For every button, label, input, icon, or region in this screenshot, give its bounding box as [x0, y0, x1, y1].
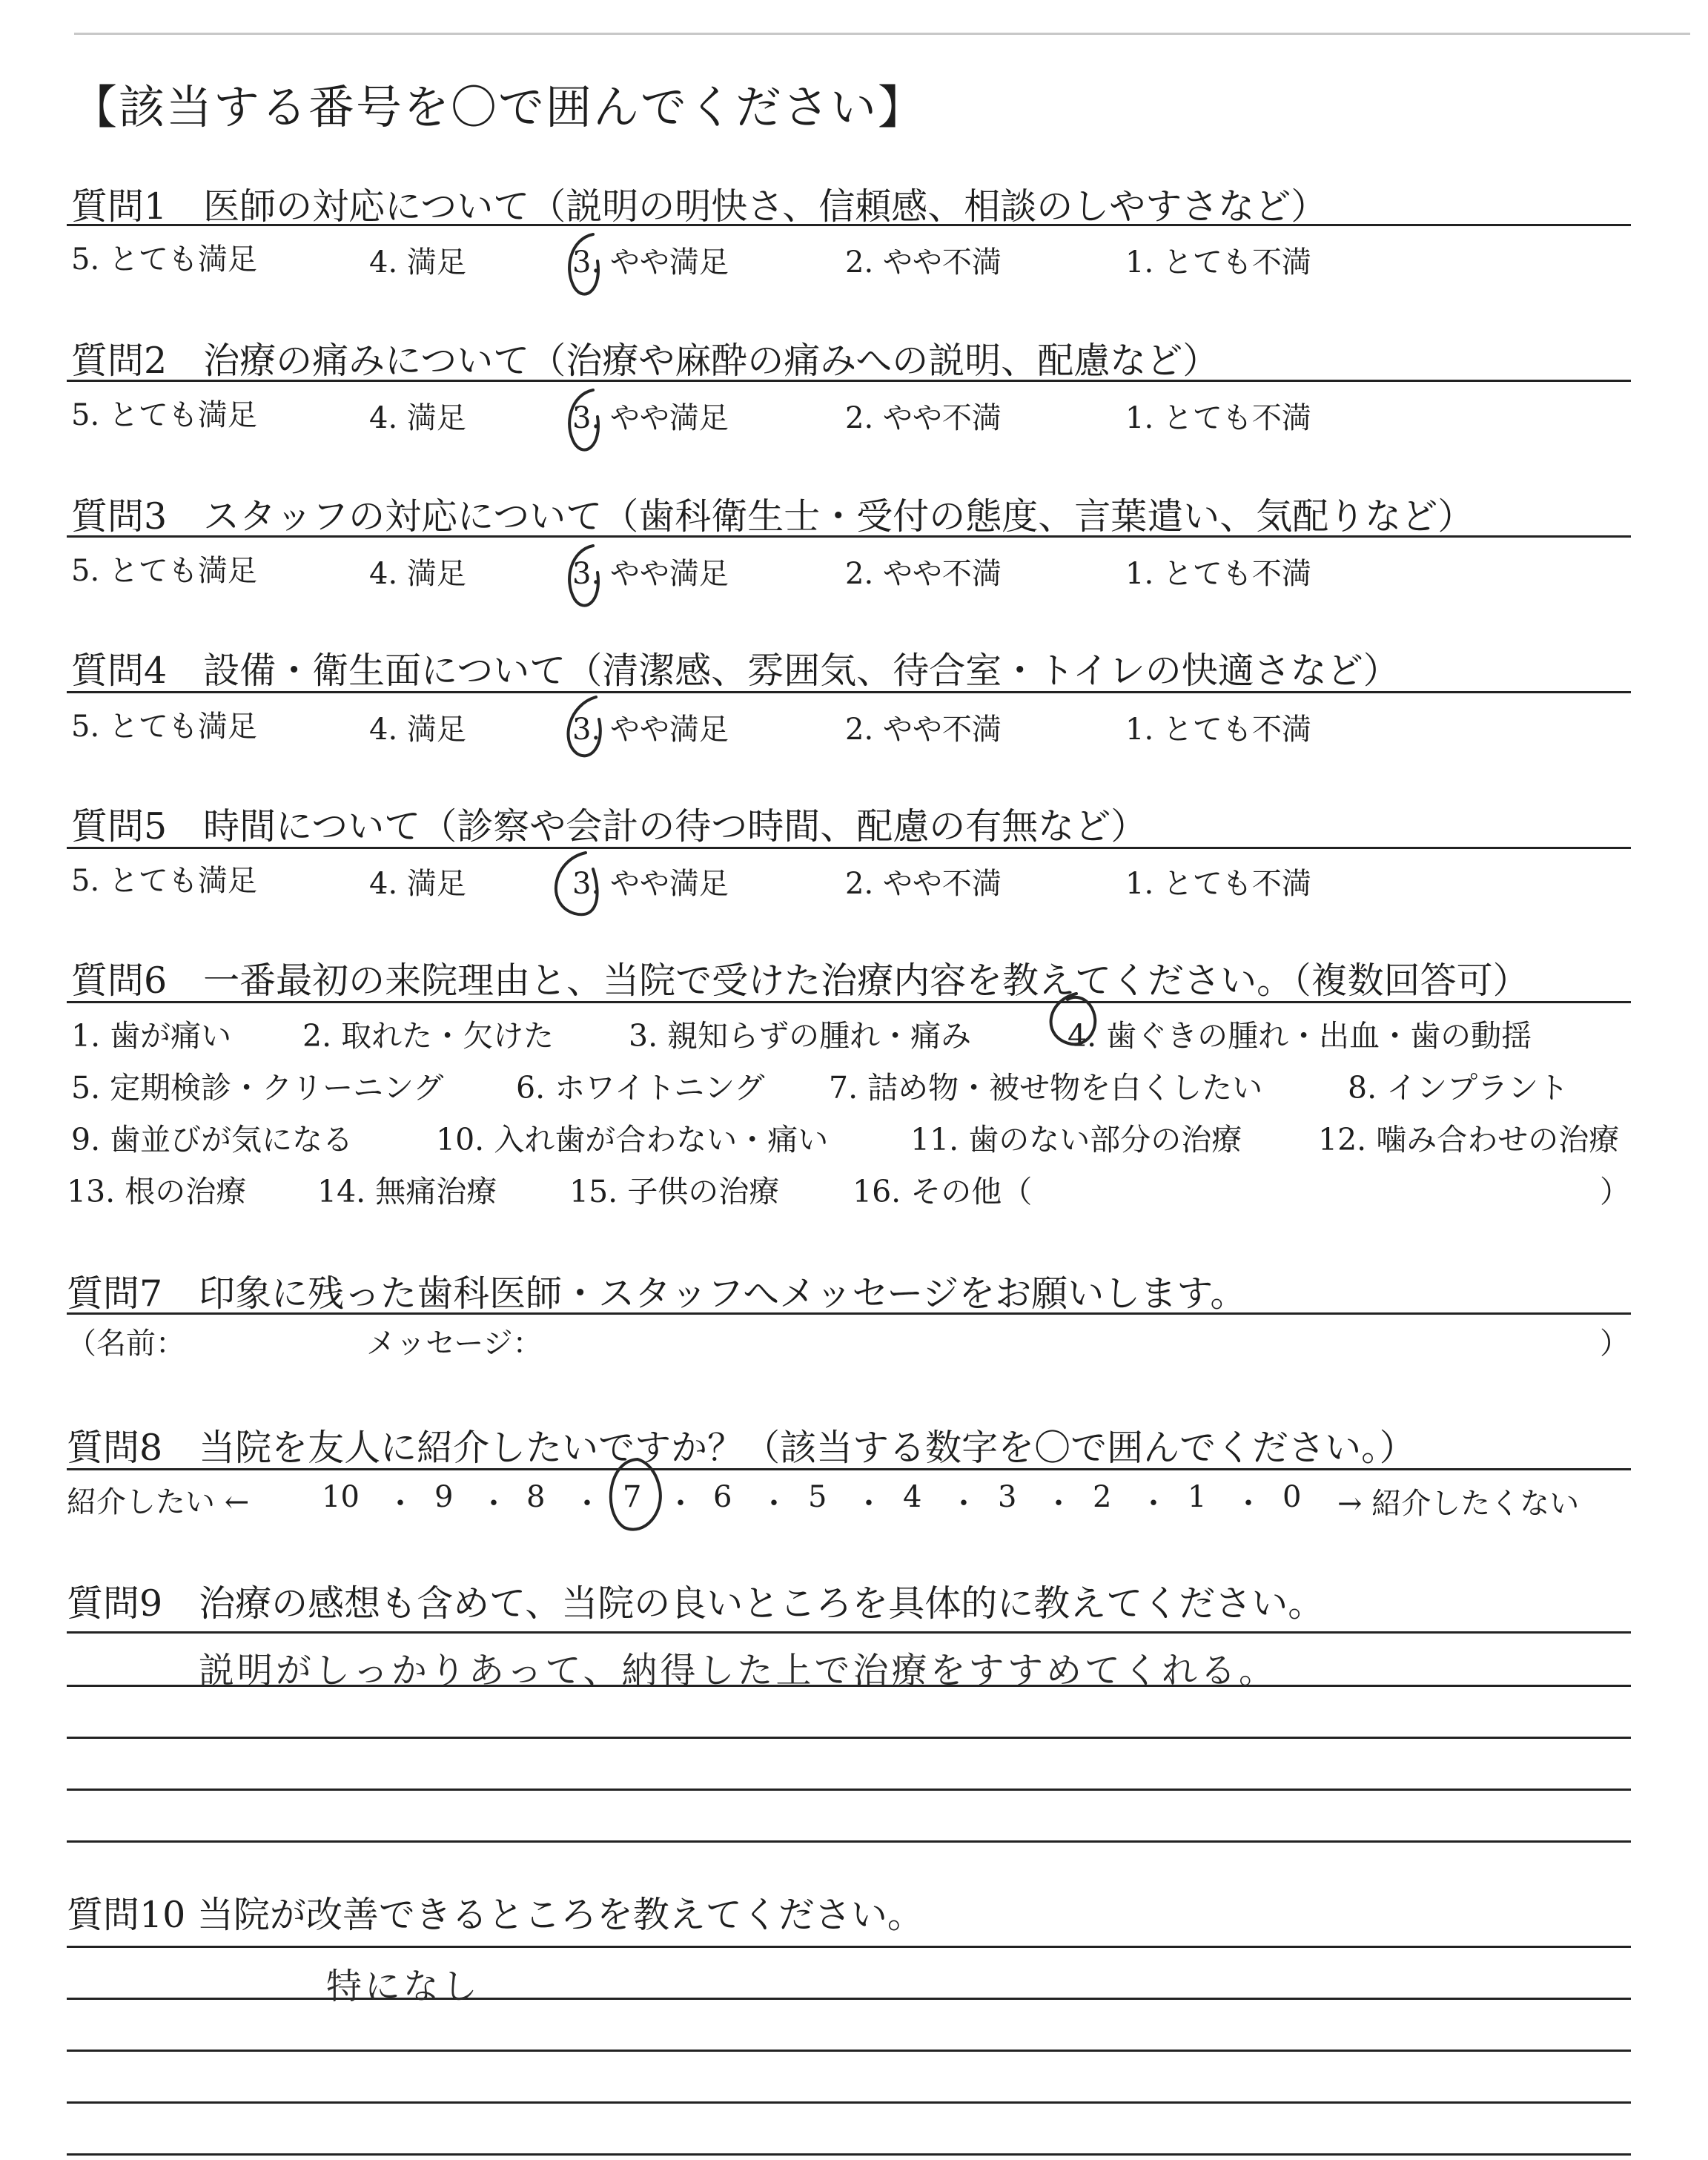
q4-option-2[interactable]: 2. やや不満 [845, 713, 1002, 747]
q5-option-2[interactable]: 2. やや不満 [845, 867, 1002, 901]
q8-sep-2: ・ [479, 1487, 509, 1521]
q3-title: 質問3 スタッフの対応について（歯科衛生士・受付の態度、言葉遣い、気配りなど） [71, 495, 1474, 538]
q8-sep-10: ・ [1234, 1487, 1263, 1521]
q2-option-2[interactable]: 2. やや不満 [845, 401, 1002, 435]
q3-option-4[interactable]: 4. 満足 [369, 557, 466, 591]
q8-scale-3[interactable]: 3 [998, 1480, 1017, 1514]
q8-scale-8[interactable]: 8 [526, 1480, 546, 1514]
q6-option-4[interactable]: 4. 歯ぐきの腫れ・出血・歯の動揺 [1068, 1018, 1532, 1054]
q10-line-2 [67, 1998, 1631, 2000]
q8-rule [67, 1468, 1631, 1470]
q6-option-1[interactable]: 1. 歯が痛い [71, 1018, 232, 1054]
q7-rule [67, 1312, 1631, 1315]
q1-option-1[interactable]: 1. とても不満 [1125, 245, 1311, 280]
q10-handwritten-answer[interactable]: 特になし [326, 1966, 481, 2007]
q6-title: 質問6 一番最初の来院理由と、当院で受けた治療内容を教えてください。（複数回答可） [71, 960, 1529, 1002]
q10-line-4 [67, 2101, 1631, 2104]
q6-option-11[interactable]: 11. 歯のない部分の治療 [910, 1122, 1242, 1157]
q8-sep-1: ・ [385, 1487, 415, 1521]
q5-option-1[interactable]: 1. とても不満 [1125, 867, 1311, 901]
q5-option-5[interactable]: 5. とても満足 [71, 864, 257, 898]
q3-option-1[interactable]: 1. とても不満 [1125, 557, 1311, 591]
q8-scale-6[interactable]: 6 [713, 1480, 732, 1514]
q6-option-6[interactable]: 6. ホワイトニング [516, 1070, 765, 1106]
q1-rule [67, 224, 1631, 226]
q4-option-4[interactable]: 4. 満足 [369, 713, 466, 747]
q2-title: 質問2 治療の痛みについて（治療や麻酔の痛みへの説明、配慮など） [71, 340, 1219, 382]
q10-line-1 [67, 1946, 1631, 1948]
q2-option-5[interactable]: 5. とても満足 [71, 398, 257, 432]
q5-option-3[interactable]: 3. やや満足 [572, 867, 729, 901]
q6-option-5[interactable]: 5. 定期検診・クリーニング [71, 1070, 444, 1106]
q6-rule [67, 1001, 1631, 1003]
q8-scale-9[interactable]: 9 [434, 1480, 454, 1514]
q8-scale-0[interactable]: 0 [1282, 1480, 1302, 1514]
q6-option-13[interactable]: 13. 根の治療 [67, 1174, 247, 1209]
q10-title: 質問10 当院が改善できるところを教えてください。 [67, 1894, 924, 1936]
q9-handwritten-answer[interactable]: 説明がしっかりあって、納得した上で治療をすすめてくれる。 [199, 1650, 1278, 1691]
q8-right-label: → 紹介したくない [1337, 1487, 1580, 1521]
q3-option-3[interactable]: 3. やや満足 [572, 557, 729, 591]
q1-option-4[interactable]: 4. 満足 [369, 245, 466, 280]
q2-option-3[interactable]: 3. やや満足 [572, 401, 729, 435]
q6-option-7[interactable]: 7. 詰め物・被せ物を白くしたい [829, 1070, 1263, 1106]
q9-title: 質問9 治療の感想も含めて、当院の良いところを具体的に教えてください。 [67, 1582, 1325, 1625]
q2-rule [67, 380, 1631, 382]
q6-option-16[interactable]: 16. その他（ [853, 1174, 1033, 1209]
q5-rule [67, 847, 1631, 849]
q6-option-9[interactable]: 9. 歯並びが気になる [71, 1122, 354, 1157]
q8-scale-7[interactable]: 7 [623, 1480, 642, 1514]
q8-sep-4: ・ [666, 1487, 695, 1521]
q7-close: ） [1600, 1327, 1629, 1361]
q10-line-3 [67, 2050, 1631, 2052]
q8-scale-4[interactable]: 4 [903, 1480, 922, 1514]
q6-option-10[interactable]: 10. 入れ歯が合わない・痛い [436, 1122, 829, 1157]
top-border [74, 33, 1690, 35]
q1-option-3[interactable]: 3. やや満足 [572, 245, 729, 280]
q8-scale-1[interactable]: 1 [1188, 1480, 1207, 1514]
q6-option-16-close: ） [1600, 1174, 1630, 1209]
q8-title: 質問8 当院を友人に紹介したいですか？（該当する数字を〇で囲んでください。） [67, 1427, 1416, 1469]
q6-option-15[interactable]: 15. 子供の治療 [569, 1174, 780, 1209]
q8-sep-5: ・ [759, 1487, 789, 1521]
q1-title: 質問1 医師の対応について（説明の明快さ、信頼感、相談のしやすさなど） [71, 185, 1328, 228]
q8-sep-9: ・ [1139, 1487, 1168, 1521]
q3-option-5[interactable]: 5. とても満足 [71, 554, 257, 588]
q8-sep-7: ・ [949, 1487, 979, 1521]
q6-option-8[interactable]: 8. インプラント [1348, 1070, 1569, 1106]
q5-title: 質問5 時間について（診察や会計の待つ時間、配慮の有無など） [71, 805, 1148, 848]
q3-option-2[interactable]: 2. やや不満 [845, 557, 1002, 591]
q7-name-label: （名前： [67, 1327, 185, 1361]
q2-option-4[interactable]: 4. 満足 [369, 401, 466, 435]
q8-sep-3: ・ [572, 1487, 602, 1521]
q8-scale-2[interactable]: 2 [1093, 1480, 1112, 1514]
q4-option-5[interactable]: 5. とても満足 [71, 710, 257, 744]
q8-scale-5[interactable]: 5 [808, 1480, 827, 1514]
q6-option-3[interactable]: 3. 親知らずの腫れ・痛み [629, 1018, 972, 1054]
q8-sep-8: ・ [1044, 1487, 1073, 1521]
q7-title: 質問7 印象に残った歯科医師・スタッフへメッセージをお願いします。 [67, 1272, 1247, 1315]
q8-left-label: 紹介したい ← [67, 1485, 250, 1519]
q9-line-4 [67, 1789, 1631, 1791]
q4-rule [67, 691, 1631, 693]
q8-sep-6: ・ [854, 1487, 884, 1521]
q2-option-1[interactable]: 1. とても不満 [1125, 401, 1311, 435]
q1-option-2[interactable]: 2. やや不満 [845, 245, 1002, 280]
q7-message-label: メッセージ： [366, 1327, 543, 1361]
q4-option-3[interactable]: 3. やや満足 [572, 713, 729, 747]
q9-line-3 [67, 1737, 1631, 1739]
q5-option-4[interactable]: 4. 満足 [369, 867, 466, 901]
page-header: 【該当する番号を〇で囲んでください】 [71, 80, 926, 134]
q6-option-2[interactable]: 2. 取れた・欠けた [302, 1018, 555, 1054]
q9-line-5 [67, 1840, 1631, 1843]
q6-option-12[interactable]: 12. 噛み合わせの治療 [1318, 1122, 1620, 1157]
q4-title: 質問4 設備・衛生面について（清潔感、雰囲気、待合室・トイレの快適さなど） [71, 650, 1400, 692]
q6-option-14[interactable]: 14. 無痛治療 [317, 1174, 497, 1209]
q9-line-1 [67, 1631, 1631, 1634]
q4-option-1[interactable]: 1. とても不満 [1125, 713, 1311, 747]
q1-option-5[interactable]: 5. とても満足 [71, 242, 257, 277]
q3-rule [67, 535, 1631, 538]
q8-scale-10[interactable]: 10 [322, 1480, 360, 1514]
q10-line-5 [67, 2153, 1631, 2156]
